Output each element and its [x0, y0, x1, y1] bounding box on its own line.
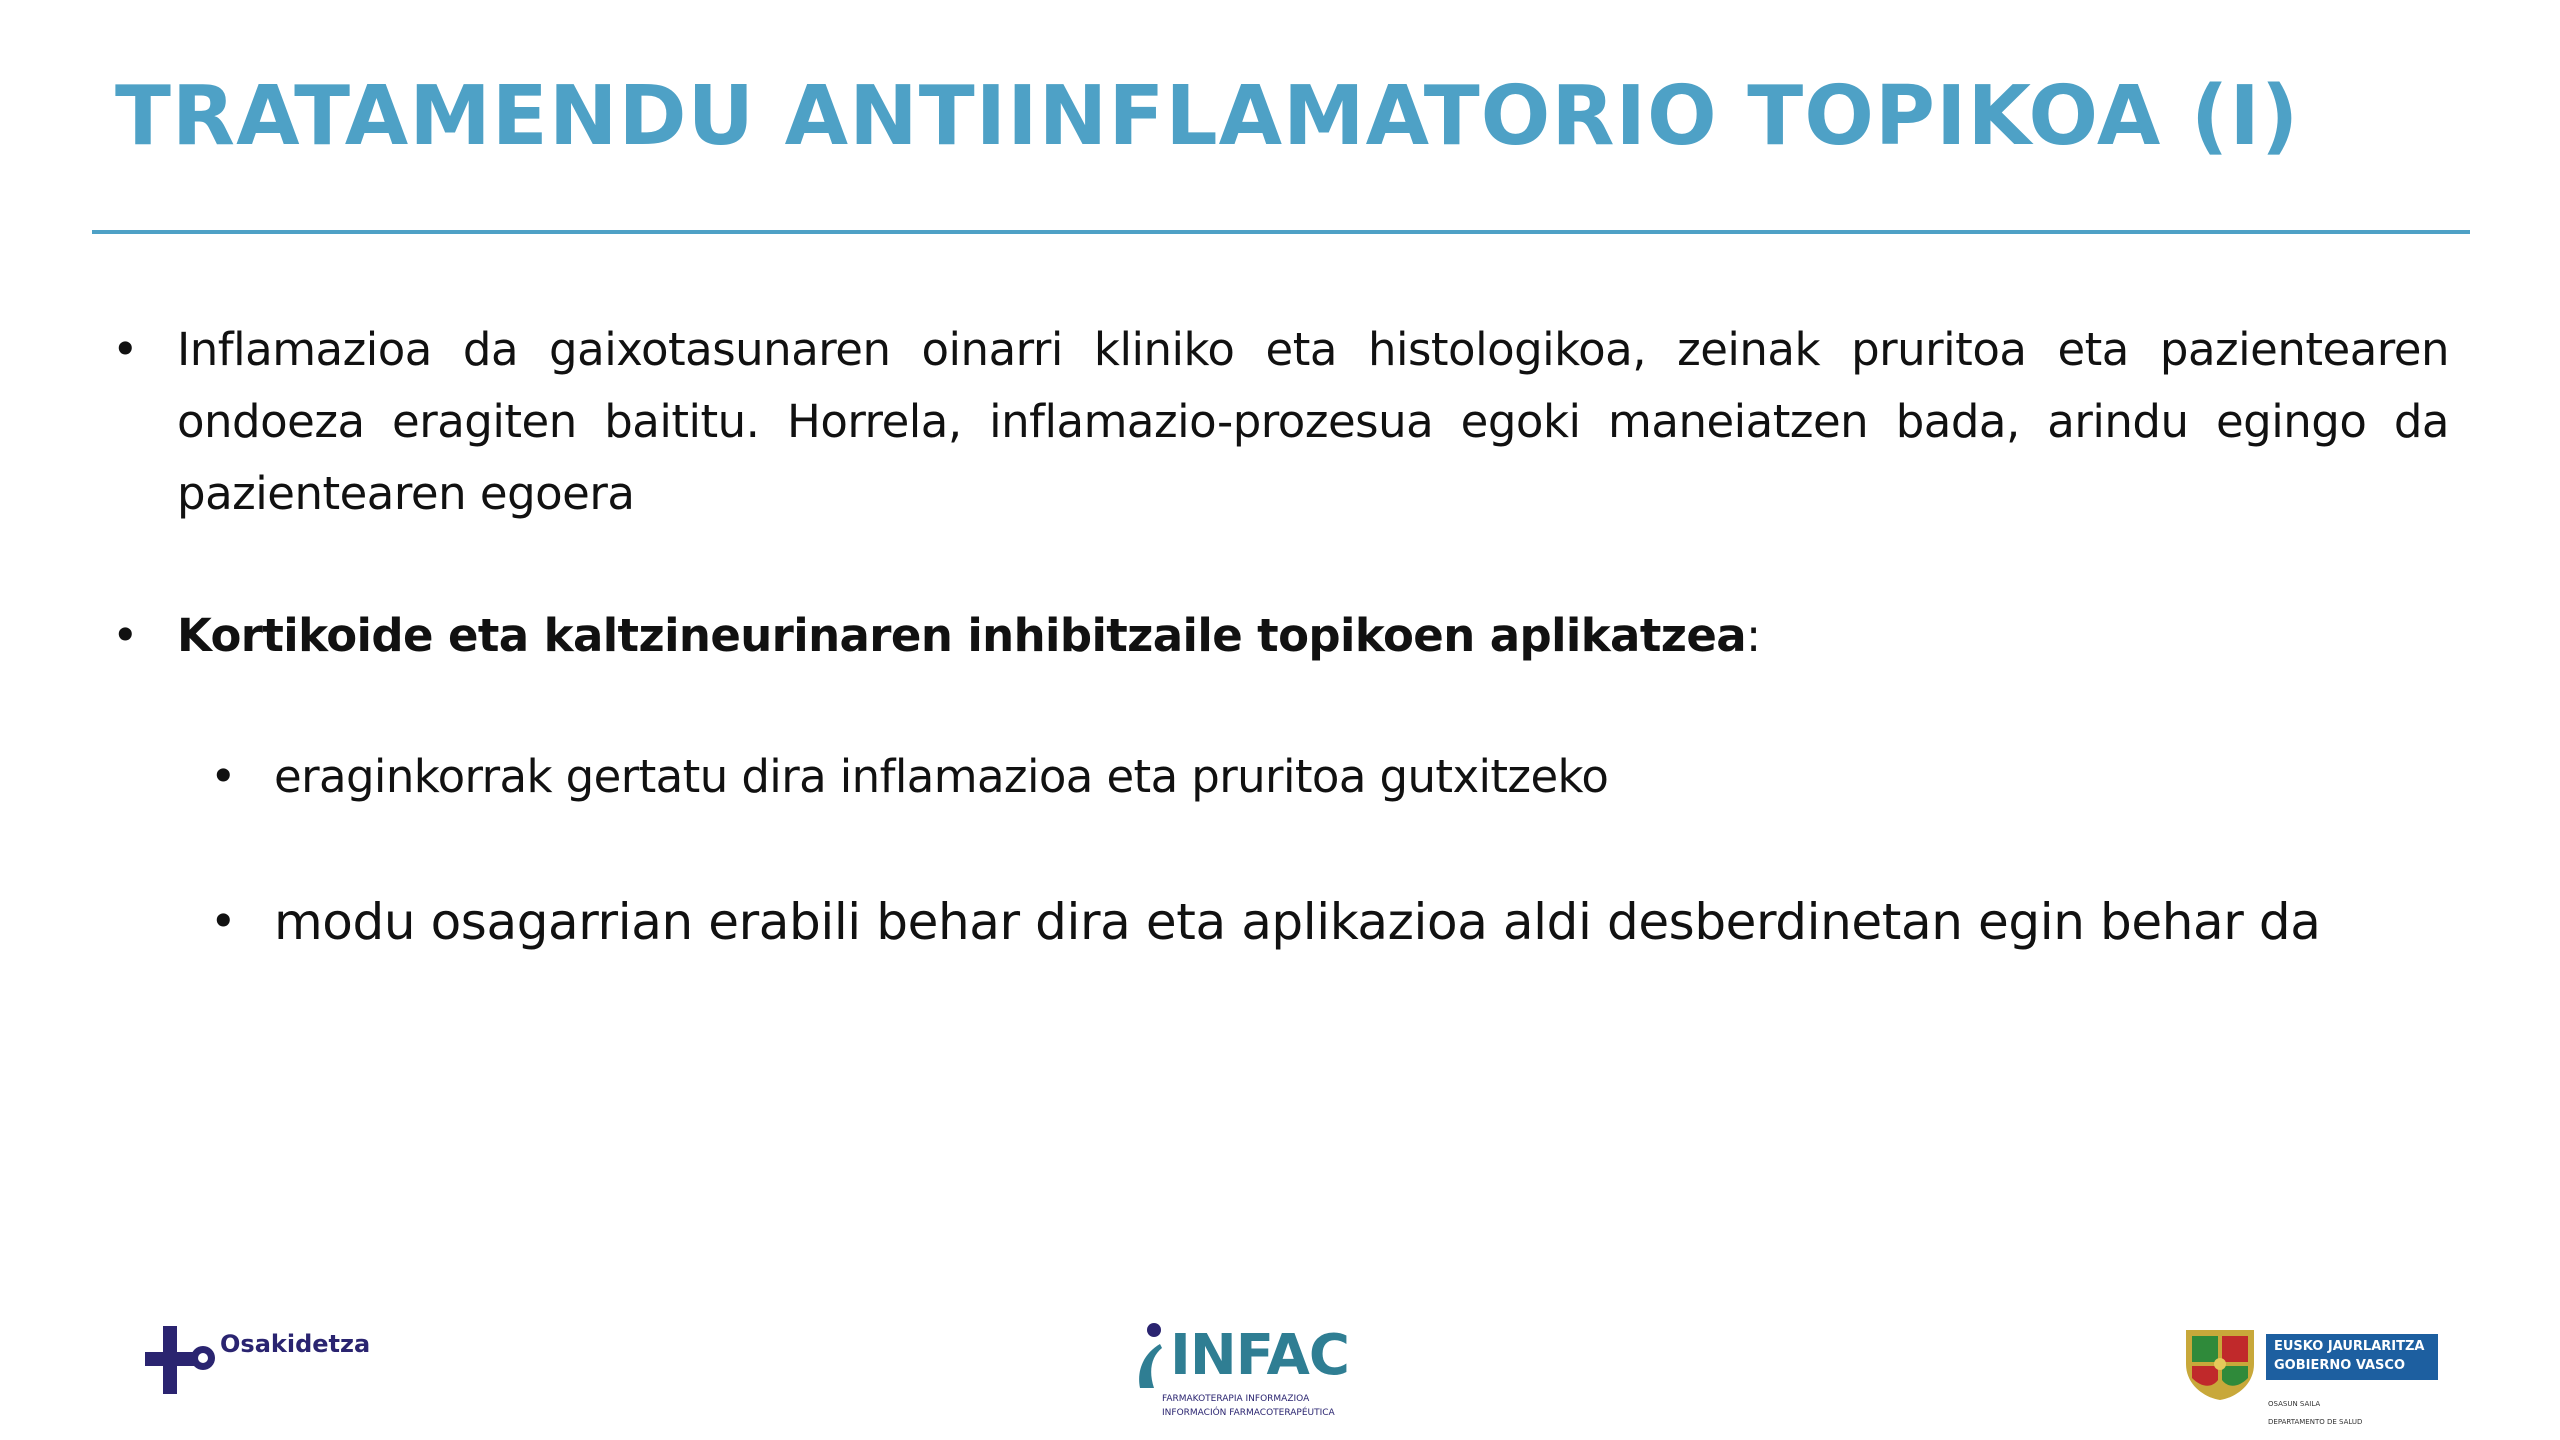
bullet-corticoids-bold: Kortikoide eta kaltzineurinaren inhibitzaile topikoen aplikatzea — [177, 609, 1747, 662]
title-divider — [92, 230, 2470, 234]
coat-of-arms-icon — [2182, 1324, 2258, 1402]
bullet-marker: • — [112, 609, 139, 662]
bullet-inflammation: Inflamazioa da gaixotasunaren oinarri kliniko eta histologikoa, zeinak pruritoa eta pazientearen ondoeza eragiten baititu. Horrela, inflamazio-prozesua egoki maneiatzen bada, arindu egingo da pazientearen egoera — [177, 323, 2449, 520]
bullet-marker: • — [112, 323, 139, 376]
infac-logo — [1132, 1318, 1352, 1428]
osakidetza-cross-icon — [145, 1322, 220, 1402]
sub-bullet-marker: • — [210, 895, 237, 948]
gobierno-department-es: DEPARTAMENTO DE SALUD — [2268, 1418, 2363, 1426]
gobierno-line-eu: EUSKO JAURLARITZA — [2274, 1339, 2425, 1354]
slide-title: TRATAMENDU ANTIINFLAMATORIO TOPIKOA (I) — [115, 69, 2300, 164]
osakidetza-logo — [145, 1322, 375, 1412]
bullet-corticoids — [177, 600, 2377, 672]
sub-bullet-complementary: modu osagarrian erabili behar dira eta aplikazioa aldi desberdinetan egin behar da — [274, 893, 2321, 951]
osakidetza-name: Osakidetza — [220, 1330, 371, 1358]
infac-wordmark: INFAC — [1170, 1323, 1349, 1388]
gobierno-department-eu: OSASUN SAILA — [2268, 1400, 2321, 1408]
gobierno-vasco-logo — [2182, 1322, 2452, 1432]
sub-bullet-effective: eraginkorrak gertatu dira inflamazioa eta pruritoa gutxitzeko — [274, 750, 1609, 803]
infac-subtitle-es: INFORMACIÓN FARMACOTERAPÉUTICA — [1162, 1408, 1335, 1418]
gobierno-line-es: GOBIERNO VASCO — [2274, 1358, 2406, 1373]
sub-bullet-marker: • — [210, 750, 237, 803]
infac-subtitle-eu: FARMAKOTERAPIA INFORMAZIOA — [1162, 1394, 1310, 1404]
infac-i-icon — [1132, 1322, 1172, 1394]
bullet-corticoids-suffix: : — [1746, 609, 1761, 662]
gobierno-banner — [2266, 1334, 2438, 1380]
